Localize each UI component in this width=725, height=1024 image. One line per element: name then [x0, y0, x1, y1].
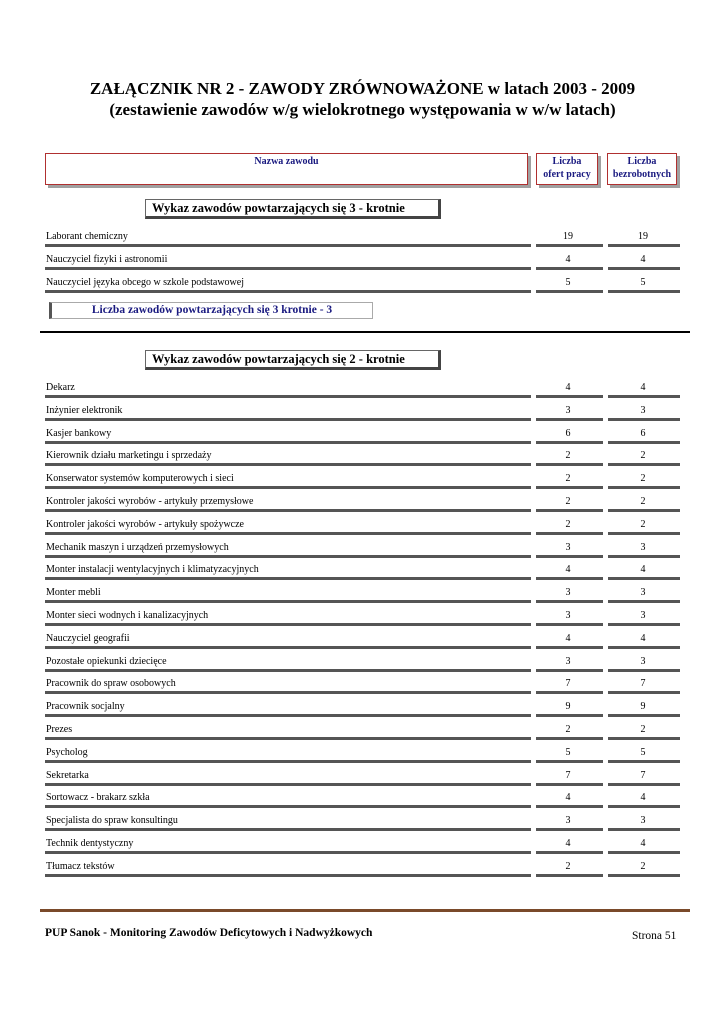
title-line-1: ZAŁĄCZNIK NR 2 - ZAWODY ZRÓWNOWAŻONE w latach 2003 - 2009 [89, 79, 636, 98]
column-header-name-label: Nazwa zawodu [254, 156, 319, 167]
table-row [45, 788, 680, 808]
occupation-name: Laborant chemiczny [46, 231, 128, 242]
offers-count: 6 [565, 427, 571, 439]
offers-count: 2 [565, 518, 571, 530]
row-underline [45, 290, 531, 293]
row-underline [45, 646, 531, 649]
row-underline [45, 600, 531, 603]
offers-count: 3 [565, 404, 571, 416]
row-underline [536, 828, 603, 831]
section-3x-title: Wykaz zawodów powtarzających się 3 - krotnie [145, 199, 441, 219]
table-row [45, 766, 680, 786]
offers-count: 7 [565, 678, 571, 690]
offers-count: 4 [565, 254, 571, 265]
row-underline [608, 669, 680, 672]
offers-count: 19 [563, 231, 573, 242]
row-underline [536, 623, 603, 626]
occupation-name: Kierownik działu marketingu i sprzedaży [46, 450, 212, 462]
page-title [0, 78, 725, 120]
row-underline [608, 623, 680, 626]
row-underline [45, 267, 531, 270]
row-underline [608, 486, 680, 489]
section-3x-summary: Liczba zawodów powtarzających się 3 krotnie - 3 [49, 302, 373, 319]
title-line-2: (zestawienie zawodów w/g wielokrotnego występowania w w/w latach) [109, 100, 616, 119]
offers-count: 3 [565, 587, 571, 599]
row-underline [45, 691, 531, 694]
row-underline [608, 244, 680, 247]
row-underline [536, 244, 603, 247]
occupation-name: Prezes [46, 724, 73, 735]
offers-count: 3 [565, 815, 571, 827]
table-row [45, 583, 680, 603]
occupation-name: Kasjer bankowy [46, 427, 112, 439]
unemployed-count: 3 [640, 815, 646, 827]
row-underline [45, 669, 531, 672]
unemployed-count: 2 [640, 518, 646, 530]
row-underline [45, 714, 531, 717]
occupation-name: Technik dentystyczny [46, 838, 134, 849]
table-row [45, 538, 680, 558]
offers-count: 4 [565, 382, 571, 393]
unemployed-count: 3 [640, 610, 646, 621]
row-underline [45, 760, 531, 763]
column-header-offers [536, 153, 598, 185]
row-underline [45, 623, 531, 626]
offers-count: 2 [565, 473, 571, 485]
row-underline [608, 600, 680, 603]
row-underline [608, 783, 680, 786]
unemployed-count: 2 [640, 496, 646, 507]
row-underline [45, 805, 531, 808]
row-underline [45, 244, 531, 247]
unemployed-count: 7 [640, 769, 646, 781]
row-underline [536, 395, 603, 398]
unemployed-count: 5 [640, 277, 646, 288]
table-row [45, 227, 680, 247]
unemployed-count: 4 [640, 254, 646, 265]
row-underline [45, 874, 531, 877]
unemployed-count: 9 [640, 701, 646, 713]
unemployed-count: 2 [640, 473, 646, 485]
row-underline [608, 691, 680, 694]
offers-count: 3 [565, 610, 571, 621]
occupation-name: Specjalista do spraw konsultingu [46, 815, 178, 827]
unemployed-count: 3 [640, 404, 646, 416]
row-underline [45, 486, 531, 489]
row-underline [608, 646, 680, 649]
row-underline [608, 555, 680, 558]
row-underline [45, 783, 531, 786]
table-row [45, 515, 680, 535]
unemployed-count: 4 [640, 838, 646, 849]
row-underline [536, 441, 603, 444]
row-underline [536, 851, 603, 854]
row-underline [45, 418, 531, 421]
row-underline [608, 509, 680, 512]
footer-divider [40, 909, 690, 912]
row-underline [536, 691, 603, 694]
offers-count: 5 [565, 277, 571, 288]
table-row [45, 401, 680, 421]
row-underline [536, 555, 603, 558]
occupation-name: Kontroler jakości wyrobów - artykuły przemysłowe [46, 496, 254, 507]
row-underline [536, 874, 603, 877]
occupation-name: Tłumacz tekstów [46, 860, 115, 872]
offers-count: 4 [565, 632, 571, 644]
unemployed-count: 3 [640, 587, 646, 599]
row-underline [608, 418, 680, 421]
row-underline [608, 577, 680, 580]
column-header-unemployed-line1: Liczba [627, 156, 657, 167]
occupation-name: Monter instalacji wentylacyjnych i klimatyzacyjnych [46, 564, 259, 576]
offers-count: 2 [565, 860, 571, 872]
row-underline [536, 509, 603, 512]
table-row [45, 273, 680, 293]
unemployed-count: 4 [640, 792, 646, 804]
row-underline [536, 805, 603, 808]
occupation-name: Inżynier elektronik [46, 404, 123, 416]
row-underline [536, 646, 603, 649]
row-underline [608, 267, 680, 270]
offers-count: 4 [565, 792, 571, 804]
occupation-name: Nauczyciel języka obcego w szkole podstawowej [46, 277, 244, 288]
unemployed-count: 4 [640, 564, 646, 576]
row-underline [536, 669, 603, 672]
row-underline [45, 577, 531, 580]
row-underline [536, 290, 603, 293]
row-underline [536, 600, 603, 603]
table-row [45, 492, 680, 512]
row-underline [45, 509, 531, 512]
offers-count: 9 [565, 701, 571, 713]
row-underline [536, 783, 603, 786]
row-underline [536, 577, 603, 580]
unemployed-count: 4 [640, 382, 646, 393]
occupation-name: Monter mebli [46, 587, 101, 599]
row-underline [536, 486, 603, 489]
row-underline [45, 463, 531, 466]
unemployed-count: 2 [640, 724, 646, 735]
row-underline [536, 463, 603, 466]
row-underline [45, 532, 531, 535]
occupation-name: Nauczyciel fizyki i astronomii [46, 254, 168, 265]
occupation-name: Dekarz [46, 382, 75, 393]
row-underline [45, 851, 531, 854]
table-row [45, 378, 680, 398]
table-row [45, 743, 680, 763]
row-underline [536, 532, 603, 535]
offers-count: 4 [565, 838, 571, 849]
unemployed-count: 2 [640, 860, 646, 872]
occupation-name: Pozostałe opiekunki dziecięce [46, 655, 167, 667]
column-header-offers-line1: Liczba [552, 156, 582, 167]
row-underline [608, 395, 680, 398]
table-row [45, 424, 680, 444]
row-underline [45, 441, 531, 444]
table-row [45, 606, 680, 626]
offers-count: 3 [565, 655, 571, 667]
row-underline [536, 760, 603, 763]
table-row [45, 560, 680, 580]
row-underline [608, 290, 680, 293]
row-underline [608, 760, 680, 763]
occupation-name: Konserwator systemów komputerowych i sieci [46, 473, 234, 485]
row-underline [536, 714, 603, 717]
table-row [45, 674, 680, 694]
column-header-unemployed-line2: bezrobotnych [612, 169, 672, 180]
table-row [45, 652, 680, 672]
unemployed-count: 19 [638, 231, 648, 242]
unemployed-count: 3 [640, 541, 646, 553]
row-underline [45, 828, 531, 831]
offers-count: 7 [565, 769, 571, 781]
table-row [45, 720, 680, 740]
table-row [45, 446, 680, 466]
column-header-unemployed [607, 153, 677, 185]
table-row [45, 834, 680, 854]
row-underline [45, 555, 531, 558]
unemployed-count: 5 [640, 746, 646, 758]
offers-count: 2 [565, 724, 571, 735]
section-separator [40, 331, 690, 333]
offers-count: 2 [565, 450, 571, 462]
page-number: Strona 51 [632, 930, 677, 942]
row-underline [608, 714, 680, 717]
table-row [45, 629, 680, 649]
row-underline [608, 532, 680, 535]
table-row [45, 469, 680, 489]
column-header-name [45, 153, 528, 185]
occupation-name: Monter sieci wodnych i kanalizacyjnych [46, 610, 209, 621]
row-underline [45, 737, 531, 740]
table-row [45, 250, 680, 270]
unemployed-count: 7 [640, 678, 646, 690]
footer-text: PUP Sanok - Monitoring Zawodów Deficytowych i Nadwyżkowych [45, 927, 373, 939]
offers-count: 2 [565, 496, 571, 507]
occupation-name: Nauczyciel geografii [46, 632, 130, 644]
unemployed-count: 3 [640, 655, 646, 667]
unemployed-count: 4 [640, 632, 646, 644]
row-underline [608, 874, 680, 877]
occupation-name: Pracownik do spraw osobowych [46, 678, 176, 690]
table-row [45, 857, 680, 877]
offers-count: 5 [565, 746, 571, 758]
row-underline [608, 851, 680, 854]
occupation-name: Psycholog [46, 746, 88, 758]
row-underline [608, 441, 680, 444]
offers-count: 4 [565, 564, 571, 576]
occupation-name: Sekretarka [46, 769, 89, 781]
row-underline [536, 418, 603, 421]
unemployed-count: 6 [640, 427, 646, 439]
unemployed-count: 2 [640, 450, 646, 462]
occupation-name: Sortowacz - brakarz szkła [46, 792, 150, 804]
row-underline [608, 805, 680, 808]
row-underline [608, 463, 680, 466]
occupation-name: Mechanik maszyn i urządzeń przemysłowych [46, 541, 229, 553]
row-underline [608, 828, 680, 831]
table-row [45, 697, 680, 717]
row-underline [536, 267, 603, 270]
row-underline [608, 737, 680, 740]
offers-count: 3 [565, 541, 571, 553]
occupation-name: Pracownik socjalny [46, 701, 125, 713]
occupation-name: Kontroler jakości wyrobów - artykuły spożywcze [46, 518, 244, 530]
row-underline [536, 737, 603, 740]
column-header-offers-line2: ofert pracy [543, 169, 591, 180]
table-row [45, 811, 680, 831]
row-underline [45, 395, 531, 398]
section-2x-title: Wykaz zawodów powtarzających się 2 - krotnie [145, 350, 441, 370]
